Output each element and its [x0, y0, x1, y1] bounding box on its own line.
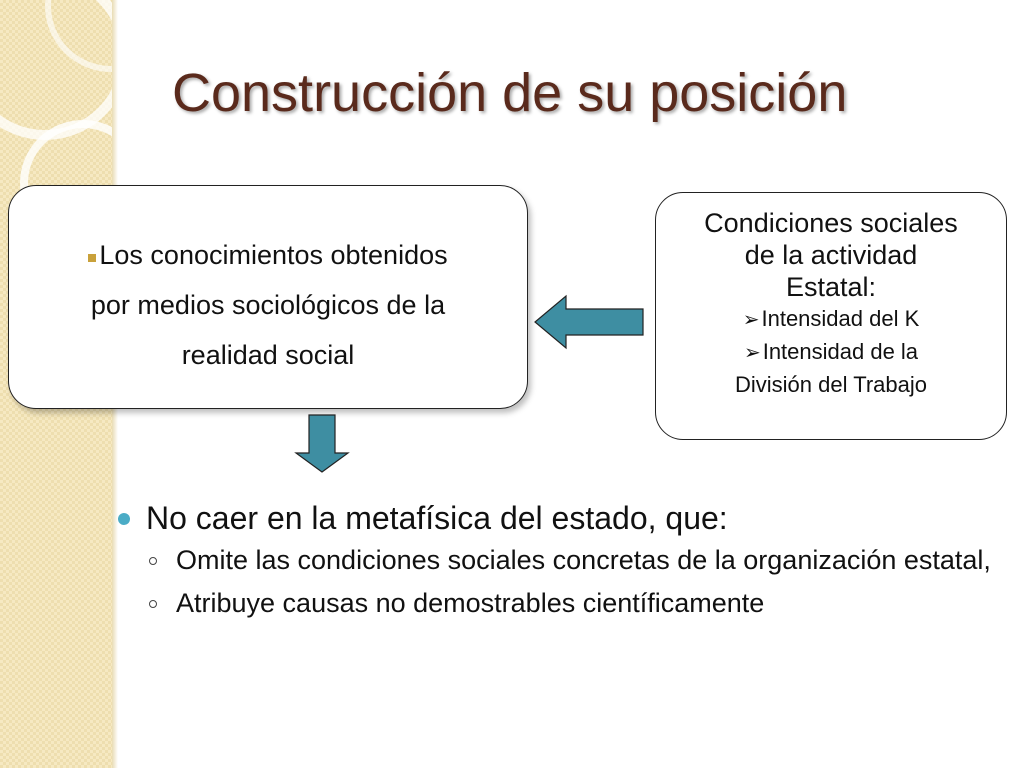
heading-line: Estatal: [785, 272, 877, 302]
ring-bullet-icon [149, 600, 157, 608]
condition-item [656, 303, 1006, 336]
knowledge-box-text [9, 230, 527, 380]
square-bullet-icon [88, 254, 96, 262]
heading-line: Condiciones sociales [704, 208, 958, 238]
social-conditions-heading [656, 207, 1006, 303]
arrow-left-icon [530, 292, 650, 352]
condition-item: División del Trabajo [735, 372, 927, 397]
knowledge-box [8, 185, 528, 409]
condition-item-text: Intensidad de la [762, 339, 919, 364]
sub-bullet-text: Atribuye causas no demostrables científicamente [176, 588, 765, 618]
sub-bullet-text: Omite las condiciones sociales concretas de la organización estatal, [176, 545, 991, 575]
sub-bullet [114, 544, 994, 577]
knowledge-line: por medios sociológicos de la [90, 290, 446, 320]
bullet-list [114, 496, 994, 620]
heading-line: de la actividad [744, 240, 918, 270]
sub-bullet [114, 587, 994, 620]
knowledge-line [9, 230, 527, 280]
condition-item [656, 336, 1006, 369]
ring-bullet-icon [149, 557, 157, 565]
main-bullet-text: No caer en la metafísica del estado, que: [146, 500, 728, 536]
arrow-bullet-icon: ➢ [743, 342, 761, 364]
slide-title: Construcción de su posición [172, 63, 848, 123]
arrow-bullet-icon: ➢ [742, 309, 760, 331]
arrow-down-icon [290, 413, 354, 475]
social-conditions-box [655, 192, 1007, 440]
knowledge-line: realidad social [181, 340, 355, 370]
condition-item-text: Intensidad del K [761, 306, 920, 331]
bullet-dot-icon [118, 513, 130, 525]
knowledge-line-text: Los conocimientos obtenidos [99, 240, 448, 270]
main-bullet [114, 496, 994, 540]
